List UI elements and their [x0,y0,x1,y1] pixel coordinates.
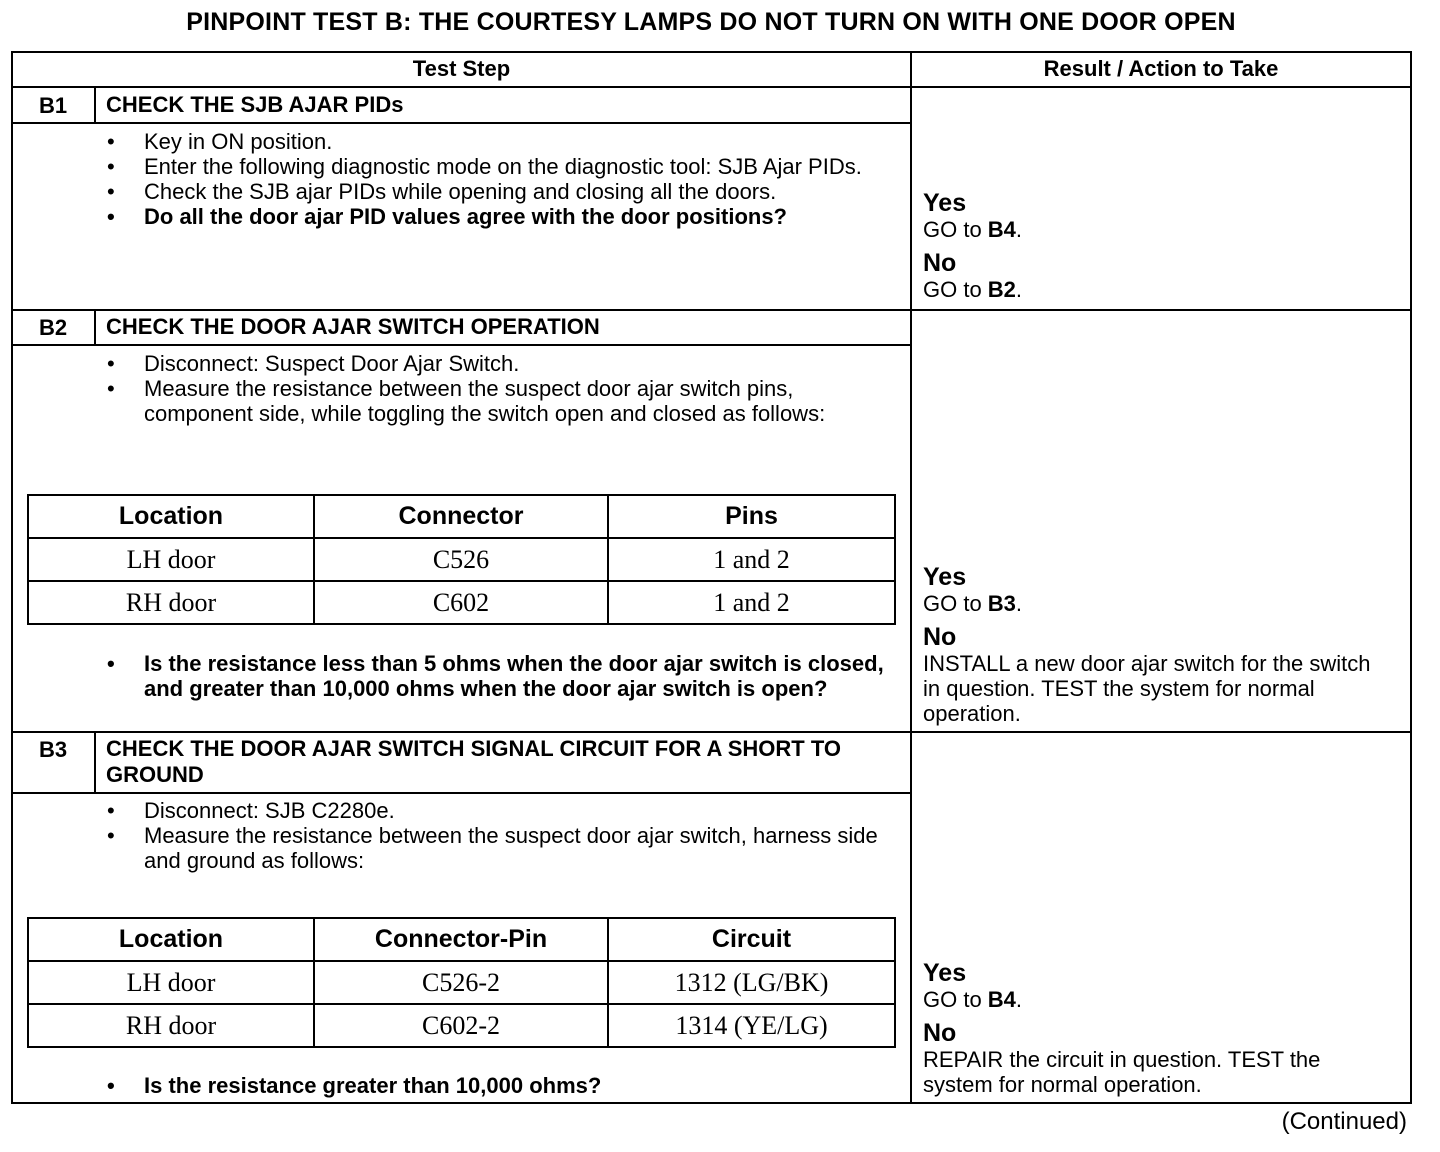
list-item: • Key in ON position. [105,129,895,154]
table-cell: RH door [28,581,314,624]
table-cell: C602 [314,581,608,624]
step-title: CHECK THE DOOR AJAR SWITCH OPERATION [106,314,600,339]
yes-action: GO to B3. [923,591,1023,616]
step-id: B3 [38,737,68,762]
table-cell: 1 and 2 [608,581,895,624]
header-divider [11,86,1412,88]
list-item: • Measure the resistance between the suspect door ajar switch, harness side and ground as follows: [105,823,895,873]
no-label: No [923,1019,957,1047]
list-item: • Check the SJB ajar PIDs while opening and closing all the doors. [105,179,895,204]
no-action: GO to B2. [923,277,1023,302]
table-row [28,538,895,581]
yes-action: GO to B4. [923,987,1023,1012]
step-title-divider [11,122,911,124]
column-header: Pins [608,495,895,538]
yes-label: Yes [923,189,967,217]
continued-label: (Continued) [1281,1108,1407,1135]
no-label: No [923,249,957,277]
column-divider [910,51,912,1104]
no-action: REPAIR the circuit in question. TEST the system for normal operation. [923,1047,1321,1097]
step-instructions [105,351,895,426]
step-title: CHECK THE DOOR AJAR SWITCH SIGNAL CIRCUIT FOR A SHORT TO GROUND [106,736,841,787]
list-item: • Disconnect: SJB C2280e. [105,798,895,823]
table-cell: C602-2 [314,1004,608,1047]
step-instructions [105,798,895,873]
table-cell: C526-2 [314,961,608,1004]
table-cell: RH door [28,1004,314,1047]
step-title-divider [11,344,911,346]
page-title: PINPOINT TEST B: THE COURTESY LAMPS DO NOT TURN ON WITH ONE DOOR OPEN [186,8,1236,36]
step-question: • Is the resistance greater than 10,000 ohms? [105,1073,895,1098]
step-id: B2 [38,315,68,340]
step-result [923,960,1403,1105]
measurement-table [27,494,896,625]
column-header: Circuit [608,918,895,961]
step-instructions [105,129,895,229]
column-header: Connector-Pin [314,918,608,961]
list-item: • Disconnect: Suspect Door Ajar Switch. [105,351,895,376]
table-row [28,961,895,1004]
table-cell: 1 and 2 [608,538,895,581]
table-cell: LH door [28,961,314,1004]
step-id: B1 [38,93,68,118]
step-question-block [105,651,895,701]
no-label: No [923,623,957,651]
header-test-step: Test Step [412,56,511,81]
column-header: Connector [314,495,608,538]
table-cell: LH door [28,538,314,581]
no-action: INSTALL a new door ajar switch for the switch in question. TEST the system for normal operation. [923,651,1371,726]
yes-action: GO to B4. [923,217,1023,242]
yes-label: Yes [923,563,967,591]
step-result [923,564,1403,734]
list-item: • Enter the following diagnostic mode on the diagnostic tool: SJB Ajar PIDs. [105,154,895,179]
step-result [923,190,1403,310]
table-cell: 1312 (LG/BK) [608,961,895,1004]
column-header: Location [28,495,314,538]
column-header: Location [28,918,314,961]
table-cell: 1314 (YE/LG) [608,1004,895,1047]
yes-label: Yes [923,959,967,987]
step-question: • Do all the door ajar PID values agree with the door positions? [105,204,895,229]
table-row [28,1004,895,1047]
measurement-table [27,917,896,1048]
step-question-block [105,1073,895,1098]
list-item: • Measure the resistance between the suspect door ajar switch pins, component side, while toggling the switch open and closed as follows: [105,376,895,426]
step-title: CHECK THE SJB AJAR PIDs [106,92,404,117]
header-result-action: Result / Action to Take [1043,56,1279,81]
step-title-divider [11,792,911,794]
step-question: • Is the resistance less than 5 ohms when the door ajar switch is closed, and greater than 10,000 ohms when the door ajar switch is open? [105,651,895,701]
table-cell: C526 [314,538,608,581]
table-row [28,581,895,624]
